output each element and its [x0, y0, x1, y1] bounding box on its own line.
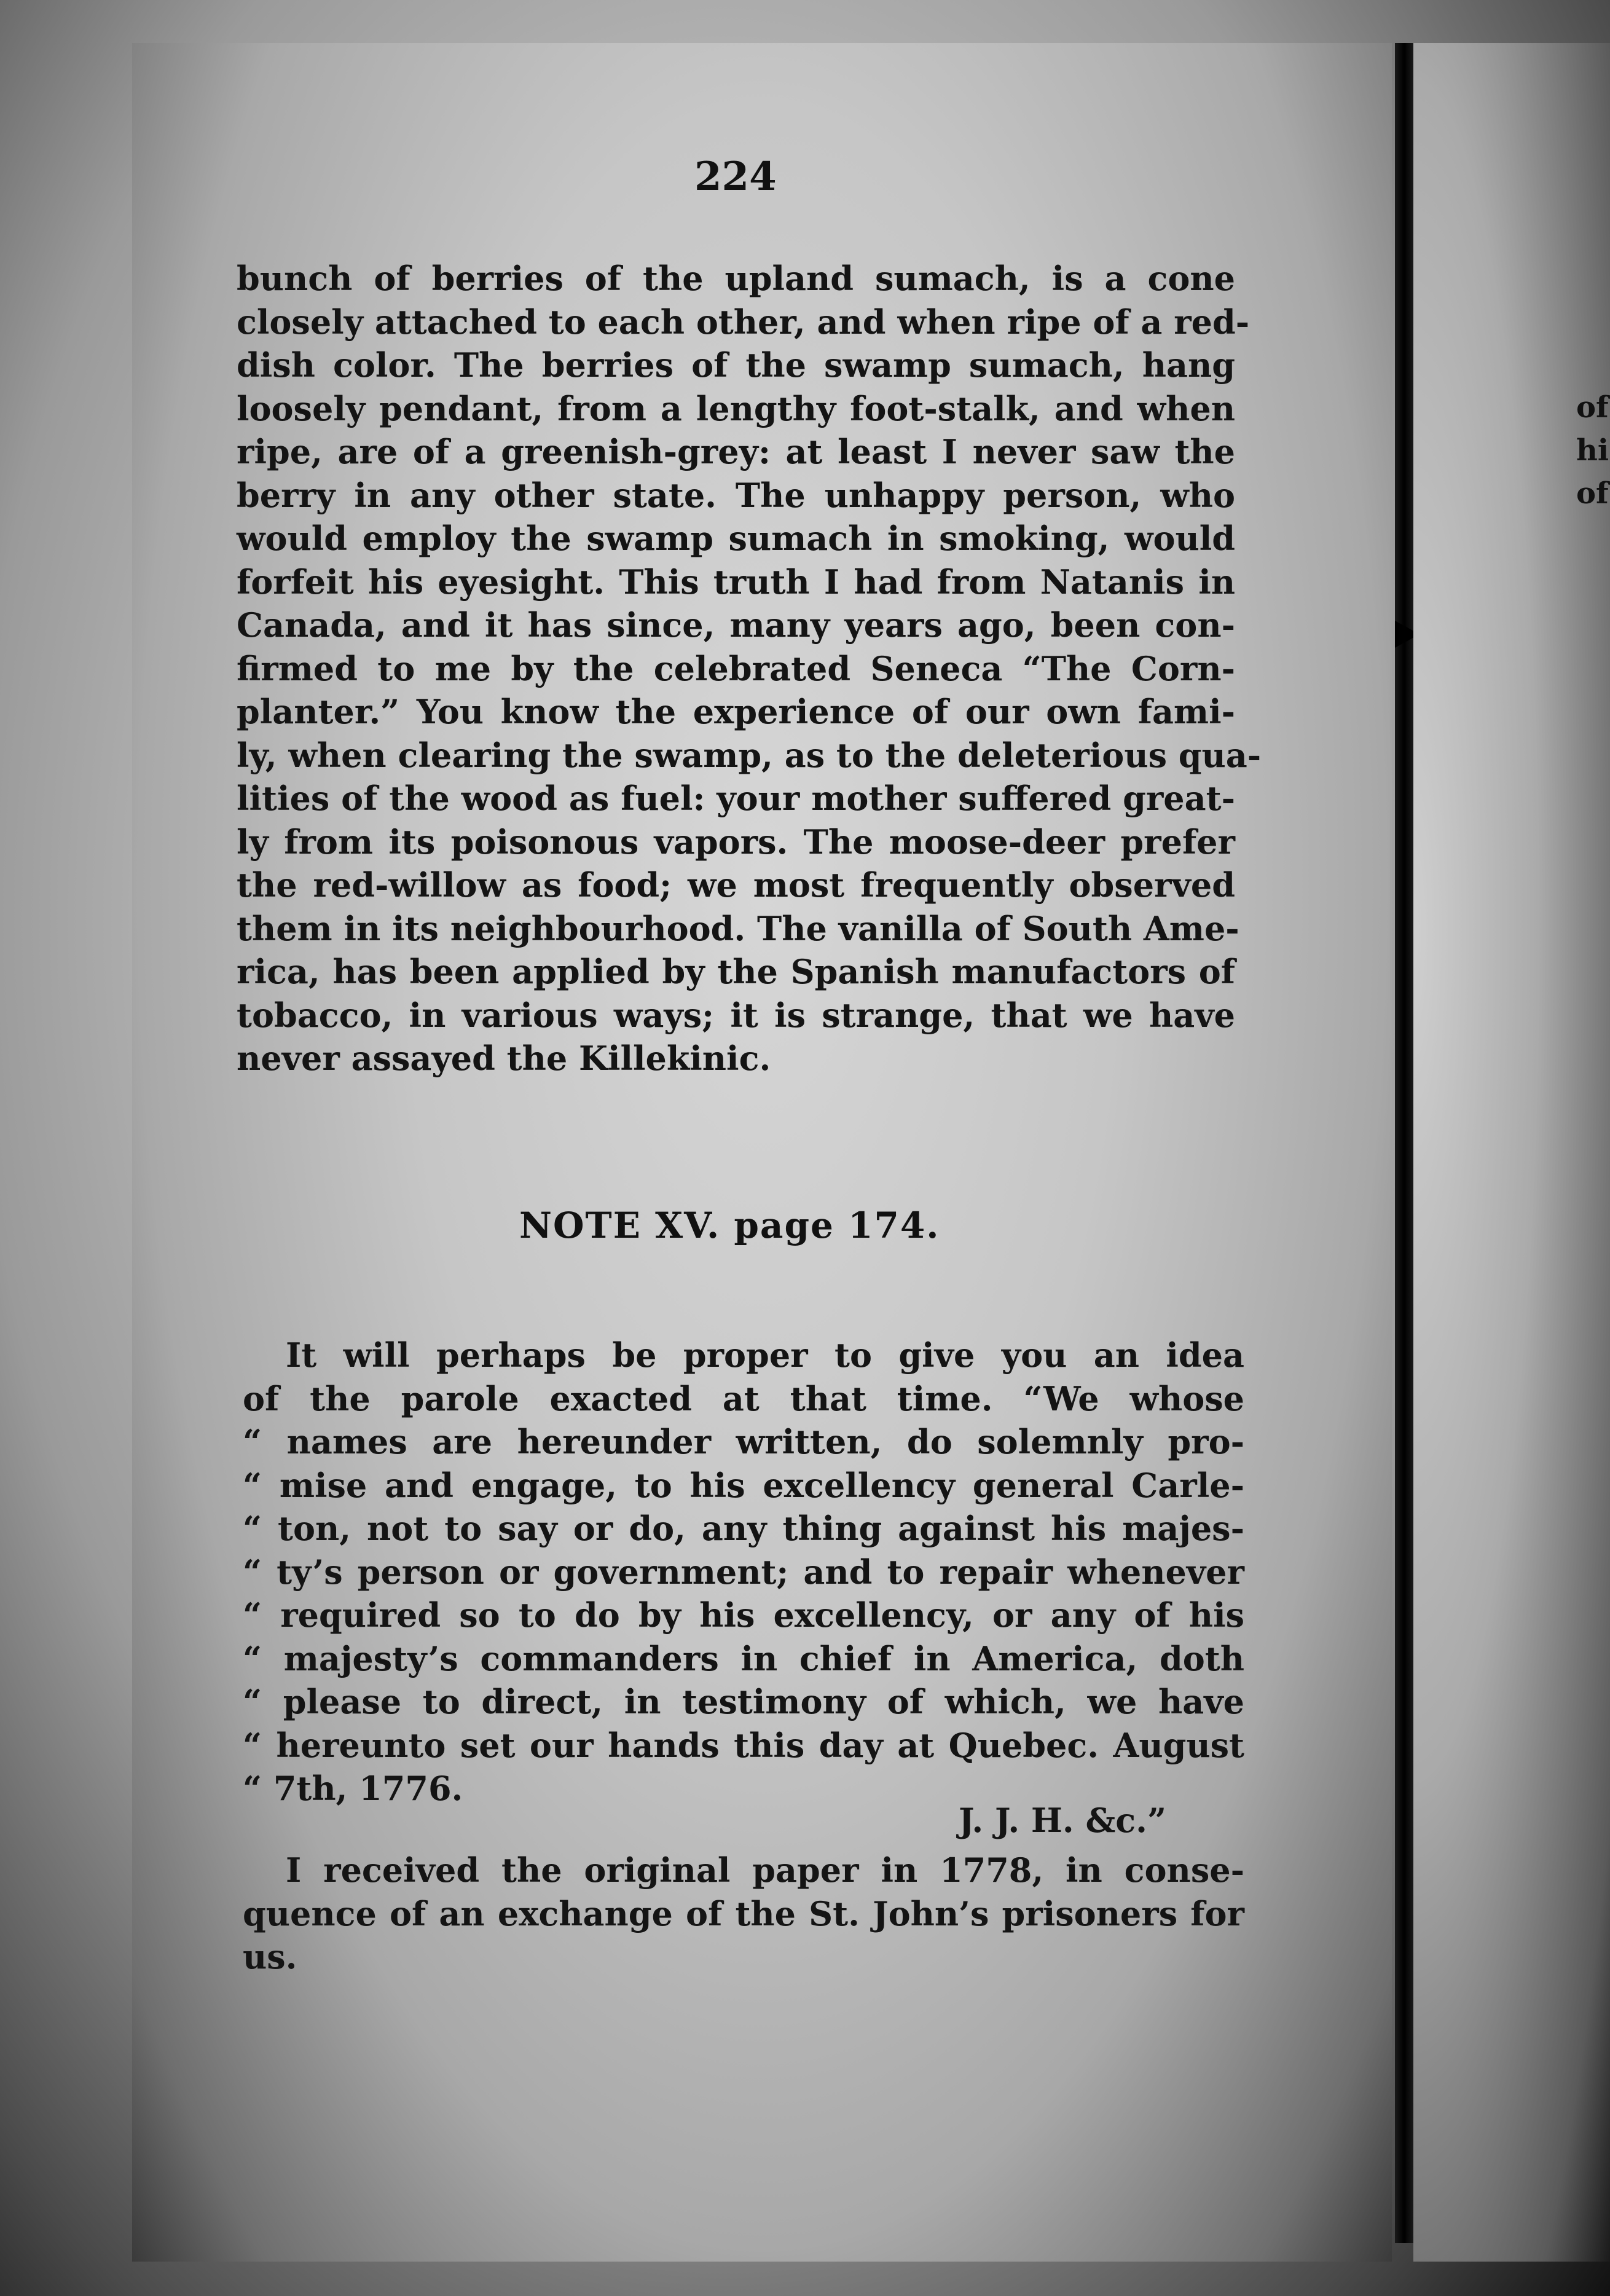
- signature: J. J. H. &c.”: [959, 1801, 1167, 1840]
- text-line: tobacco, in various ways; it is strange, that we have: [237, 995, 1235, 1035]
- text-line: firmed to me by the celebrated Seneca “The Corn-: [237, 648, 1235, 688]
- text-line: us.: [243, 1937, 297, 1976]
- text-line: the red-willow as food; we most frequently observed: [237, 865, 1235, 905]
- text-line: of the parole exacted at that time. “We whose: [243, 1378, 1244, 1418]
- text-line: would employ the swamp sumach in smoking, would: [237, 519, 1235, 558]
- text-line: never assayed the Killekinic.: [237, 1039, 771, 1078]
- text-line: “ ty’s person or government; and to repair whenever: [243, 1552, 1244, 1592]
- paragraph-original-paper: [243, 1849, 1244, 1979]
- text-line: them in its neighbourhood. The vanilla of South Ame-: [237, 908, 1239, 948]
- text-line: “ 7th, 1776.: [243, 1769, 463, 1808]
- text-line: forfeit his eyesight. This truth I had from Natanis in: [237, 562, 1235, 602]
- facing-page-text: [1576, 386, 1609, 515]
- text-line: bunch of berries of the upland sumach, is a cone: [237, 259, 1235, 298]
- text-line: planter.” You know the experience of our own fami-: [237, 692, 1235, 731]
- text-line: “ mise and engage, to his excellency general Carle-: [243, 1465, 1244, 1505]
- text-line: lities of the wood as fuel: your mother suffered great-: [237, 779, 1235, 818]
- text-line: ly, when clearing the swamp, as to the deleterious qua-: [237, 735, 1262, 775]
- note-heading: NOTE XV. page 174.: [519, 1205, 940, 1246]
- text-line: “ majesty’s commanders in chief in America, doth: [243, 1638, 1244, 1678]
- facing-fragment: hi: [1576, 433, 1609, 468]
- facing-fragment: of: [1576, 476, 1609, 511]
- text-line: quence of an exchange of the St. John’s prisoners for: [243, 1893, 1244, 1933]
- facing-page: [1413, 43, 1610, 2262]
- text-line: dish color. The berries of the swamp sumach, hang: [237, 345, 1235, 385]
- text-line: It will perhaps be proper to give you an idea: [286, 1335, 1244, 1375]
- text-line: “ ton, not to say or do, any thing against his majes-: [243, 1509, 1244, 1548]
- text-line: I received the original paper in 1778, in conse-: [286, 1850, 1244, 1890]
- facing-fragment: of: [1576, 390, 1609, 425]
- text-line: “ required so to do by his excellency, or any of his: [243, 1595, 1244, 1635]
- text-line: loosely pendant, from a lengthy foot-stalk, and when: [237, 388, 1235, 428]
- text-line: ripe, are of a greenish-grey: at least I never saw the: [237, 432, 1235, 471]
- text-line: closely attached to each other, and when ripe of a red-: [237, 302, 1250, 342]
- paragraph-parole: [243, 1334, 1244, 1810]
- text-line: ly from its poisonous vapors. The moose-deer prefer: [237, 822, 1235, 862]
- text-line: berry in any other state. The unhappy person, who: [237, 475, 1235, 515]
- text-line: “ please to direct, in testimony of which, we have: [243, 1682, 1244, 1721]
- text-line: rica, has been applied by the Spanish manufactors of: [237, 952, 1235, 991]
- paragraph-sumach: [237, 257, 1262, 1080]
- text-line: “ names are hereunder written, do solemnly pro-: [243, 1422, 1244, 1461]
- page-gutter: [1395, 43, 1413, 2243]
- text-line: “ hereunto set our hands this day at Quebec. August: [243, 1725, 1244, 1765]
- text-line: Canada, and it has since, many years ago, been con-: [237, 605, 1235, 645]
- page-number: 224: [694, 154, 777, 200]
